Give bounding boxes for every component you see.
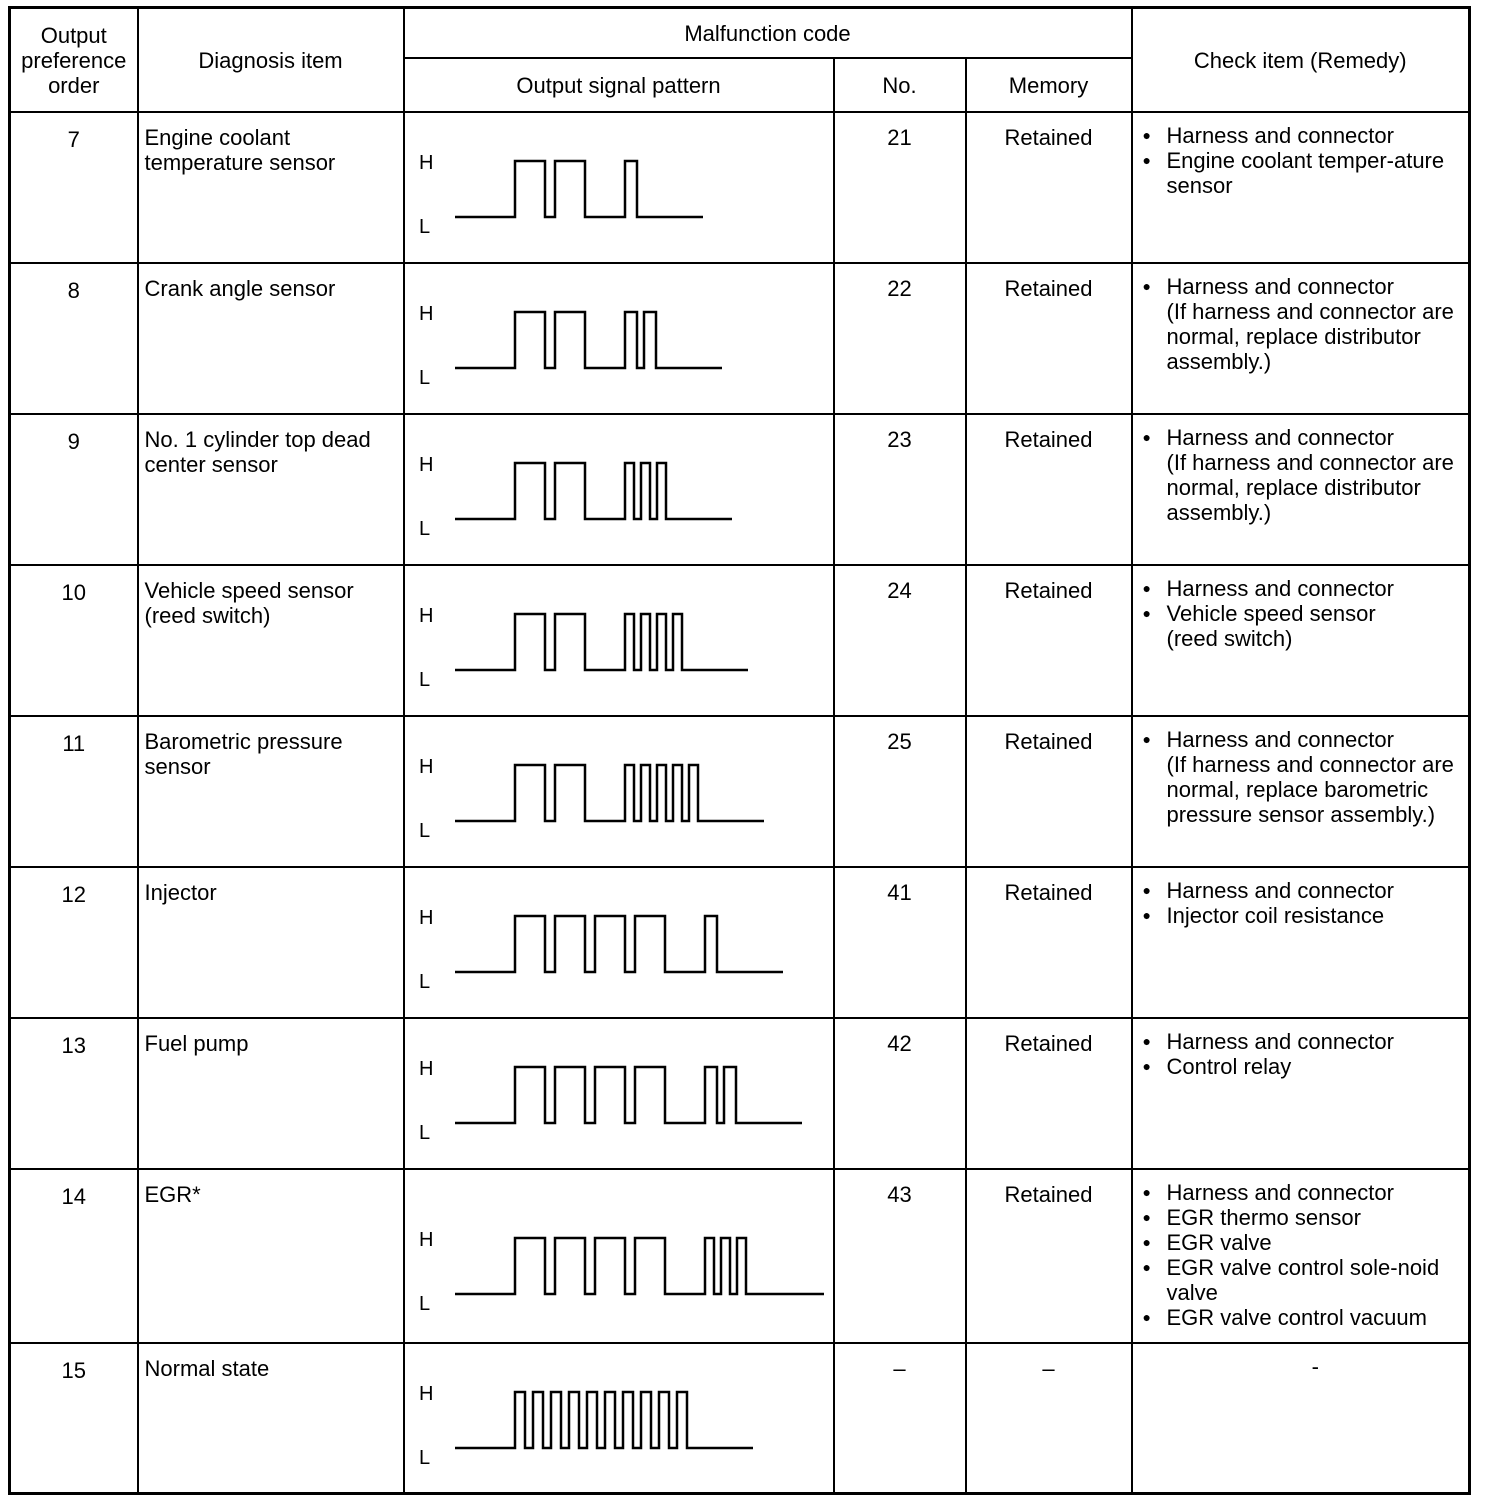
memory-cell: Retained (966, 1018, 1132, 1169)
check-item: ● Harness and connector (1141, 727, 1465, 752)
check-item: ● Harness and connector (1141, 878, 1465, 903)
output-order-cell: 11 (10, 716, 138, 867)
signal-waveform (405, 264, 833, 412)
check-item-cell (1132, 565, 1470, 716)
check-item: ● Harness and connector (1141, 1180, 1465, 1205)
table-row (10, 263, 1470, 414)
signal-low-label: L (418, 971, 430, 993)
check-item: ● Control relay (1141, 1054, 1465, 1079)
table-row (10, 565, 1470, 716)
check-item-cell (1132, 112, 1470, 263)
output-order-cell: 15 (10, 1343, 138, 1494)
check-item: ● Vehicle speed sensor (1141, 601, 1465, 626)
memory-cell: Retained (966, 112, 1132, 263)
diagnosis-item-cell: No. 1 cylinder top dead center sensor (138, 414, 404, 565)
code-number-cell: 23 (834, 414, 966, 565)
check-item-list (1141, 425, 1465, 525)
output-signal-pattern-cell (404, 716, 834, 867)
signal-high-label: H (418, 1383, 433, 1405)
signal-pulse-path (455, 765, 764, 821)
memory-cell: Retained (966, 1169, 1132, 1343)
diagnosis-item-cell: Fuel pump (138, 1018, 404, 1169)
output-signal-pattern-cell (404, 1169, 834, 1343)
diagnosis-item-cell: Injector (138, 867, 404, 1018)
check-item-cell (1132, 1343, 1470, 1494)
signal-pulse-path (455, 463, 732, 519)
check-item: ● EGR valve (1141, 1230, 1465, 1255)
check-item-cell (1132, 414, 1470, 565)
memory-cell: Retained (966, 716, 1132, 867)
check-item-list (1141, 727, 1465, 827)
table-row (10, 1018, 1470, 1169)
code-number-cell: – (834, 1343, 966, 1494)
output-signal-pattern-cell (404, 867, 834, 1018)
check-item-cell (1132, 716, 1470, 867)
table-row (10, 1169, 1470, 1343)
signal-low-label: L (418, 820, 430, 842)
table-row (10, 112, 1470, 263)
signal-pulse-path (455, 1392, 753, 1448)
header-malfunction-code: Malfunction code (404, 8, 1132, 59)
check-item: ● EGR thermo sensor (1141, 1205, 1465, 1230)
diagnosis-item-cell: Crank angle sensor (138, 263, 404, 414)
signal-high-label: H (418, 1058, 433, 1080)
memory-cell: – (966, 1343, 1132, 1494)
check-item-list (1141, 1180, 1465, 1330)
output-order-cell: 10 (10, 565, 138, 716)
table-row (10, 414, 1470, 565)
check-item-cell (1132, 867, 1470, 1018)
signal-waveform (405, 113, 833, 261)
diagnosis-item-cell: Barometric pressure sensor (138, 716, 404, 867)
check-item: - (1311, 1354, 1319, 1379)
header-order: Output preference order (10, 8, 138, 113)
signal-low-label: L (418, 367, 430, 389)
header-output-signal-pattern: Output signal pattern (404, 58, 834, 112)
check-item: ● Harness and connector (1141, 1029, 1465, 1054)
code-number-cell: 22 (834, 263, 966, 414)
signal-waveform (405, 1019, 833, 1167)
check-item-list (1141, 1354, 1465, 1379)
code-number-cell: 25 (834, 716, 966, 867)
diagnosis-item-cell: Normal state (138, 1343, 404, 1494)
signal-waveform (405, 1344, 833, 1492)
signal-high-label: H (418, 756, 433, 778)
signal-low-label: L (418, 518, 430, 540)
check-item: ● Harness and connector (1141, 123, 1465, 148)
signal-pulse-path (455, 614, 748, 670)
signal-low-label: L (418, 216, 430, 238)
check-item: (If harness and connector are normal, replace distributor assembly.) (1166, 450, 1454, 525)
check-item: ● Harness and connector (1141, 274, 1465, 299)
signal-pulse-path (455, 1238, 824, 1294)
signal-waveform (405, 566, 833, 714)
signal-low-label: L (418, 1447, 430, 1469)
memory-cell: Retained (966, 263, 1132, 414)
signal-low-label: L (418, 669, 430, 691)
memory-cell: Retained (966, 565, 1132, 716)
signal-pulse-path (455, 312, 722, 368)
output-signal-pattern-cell (404, 263, 834, 414)
output-signal-pattern-cell (404, 414, 834, 565)
check-item: (reed switch) (1166, 626, 1293, 651)
output-signal-pattern-cell (404, 565, 834, 716)
check-item-list (1141, 1029, 1465, 1079)
header-memory: Memory (966, 58, 1132, 112)
table-row (10, 1343, 1470, 1494)
output-order-cell: 13 (10, 1018, 138, 1169)
table-row (10, 716, 1470, 867)
check-item: (If harness and connector are normal, replace distributor assembly.) (1166, 299, 1454, 374)
check-item: ● EGR valve control sole-noid valve (1141, 1255, 1465, 1305)
diagnosis-table (8, 6, 1471, 1495)
check-item: ● Harness and connector (1141, 425, 1465, 450)
signal-low-label: L (418, 1293, 430, 1315)
signal-high-label: H (418, 303, 433, 325)
signal-pulse-path (455, 161, 703, 217)
check-item-list (1141, 878, 1465, 928)
diagnosis-item-cell: EGR* (138, 1169, 404, 1343)
check-item: (If harness and connector are normal, replace barometric pressure sensor assembly.) (1166, 752, 1454, 827)
output-order-cell: 8 (10, 263, 138, 414)
signal-high-label: H (418, 1229, 433, 1251)
output-order-cell: 9 (10, 414, 138, 565)
diagnosis-item-cell: Vehicle speed sensor (reed switch) (138, 565, 404, 716)
check-item-list (1141, 274, 1465, 374)
check-item-cell (1132, 1018, 1470, 1169)
code-number-cell: 24 (834, 565, 966, 716)
check-item: ● Injector coil resistance (1141, 903, 1465, 928)
check-item-cell (1132, 263, 1470, 414)
output-order-cell: 12 (10, 867, 138, 1018)
check-item: ● Harness and connector (1141, 576, 1465, 601)
output-order-cell: 14 (10, 1169, 138, 1343)
signal-pulse-path (455, 1067, 802, 1123)
signal-pulse-path (455, 916, 783, 972)
code-number-cell: 21 (834, 112, 966, 263)
check-item-cell (1132, 1169, 1470, 1343)
output-signal-pattern-cell (404, 1018, 834, 1169)
code-number-cell: 42 (834, 1018, 966, 1169)
signal-low-label: L (418, 1122, 430, 1144)
signal-high-label: H (418, 152, 433, 174)
signal-waveform (405, 868, 833, 1016)
output-order-cell: 7 (10, 112, 138, 263)
check-item: ● Engine coolant temper-ature sensor (1141, 148, 1465, 198)
header-diagnosis: Diagnosis item (138, 8, 404, 113)
signal-high-label: H (418, 454, 433, 476)
diagnosis-item-cell: Engine coolant temperature sensor (138, 112, 404, 263)
header-code-number: No. (834, 58, 966, 112)
code-number-cell: 43 (834, 1169, 966, 1343)
signal-waveform (405, 1170, 833, 1340)
check-item-list (1141, 576, 1465, 651)
signal-high-label: H (418, 605, 433, 627)
code-number-cell: 41 (834, 867, 966, 1018)
check-item-list (1141, 123, 1465, 198)
header-check-item: Check item (Remedy) (1132, 8, 1470, 113)
signal-high-label: H (418, 907, 433, 929)
table-body (10, 112, 1470, 1494)
memory-cell: Retained (966, 867, 1132, 1018)
check-item: ● EGR valve control vacuum (1141, 1305, 1465, 1330)
output-signal-pattern-cell (404, 112, 834, 263)
table-row (10, 867, 1470, 1018)
signal-waveform (405, 415, 833, 563)
memory-cell: Retained (966, 414, 1132, 565)
output-signal-pattern-cell (404, 1343, 834, 1494)
signal-waveform (405, 717, 833, 865)
